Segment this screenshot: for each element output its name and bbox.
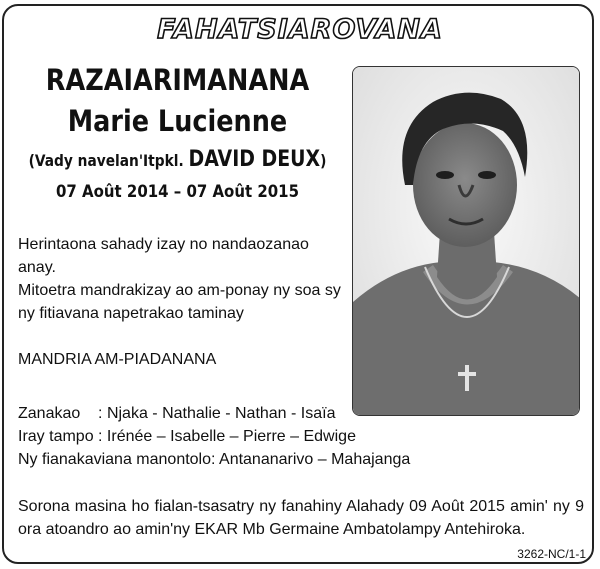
message-line-3: Mitoetra mandrakizay ao am-ponay ny soa sy (18, 282, 341, 299)
message-line-2: anay. (18, 259, 56, 276)
memorial-dates: 07 Août 2014 – 07 Août 2015 (56, 182, 299, 202)
deceased-surname: RAZAIARIMANANA (45, 63, 310, 97)
spouse-name: DAVID DEUX (188, 147, 321, 172)
message-line-4: ny fitiavana napetrakao taminay (18, 305, 244, 322)
siblings-line: Iray tampo : Irénée – Isabelle – Pierre – Edwige (18, 428, 356, 445)
spouse-line (25, 147, 330, 172)
portrait-photo (352, 66, 580, 416)
family-line: Ny fianakaviana manontolo: Antananarivo – Mahajanga (18, 451, 411, 468)
message-line-1: Herintaona sahady izay no nandaozanao (18, 236, 309, 253)
rest-in-peace-heading: MANDRIA AM-PIADANANA (18, 351, 217, 368)
spouse-suffix: ) (320, 151, 327, 170)
deceased-given-names: Marie Lucienne (67, 104, 288, 138)
reference-code: 3262-NC/1-1 (517, 547, 586, 561)
portrait-illustration (353, 67, 580, 416)
service-announcement: Sorona masina ho fialan-tsasatry ny fanahiny Alahady 09 Août 2015 amin' ny 9 ora atoandro ao amin'ny EKAR Mb Germaine Ambatolampy Antehiroka. (18, 498, 584, 538)
notice-title: FAHATSIAROVANA (157, 14, 443, 45)
children-line: Zanakao : Njaka - Nathalie - Nathan - Isaïa (18, 405, 336, 422)
spouse-prefix: (Vady navelan'Itpkl. (28, 151, 189, 170)
